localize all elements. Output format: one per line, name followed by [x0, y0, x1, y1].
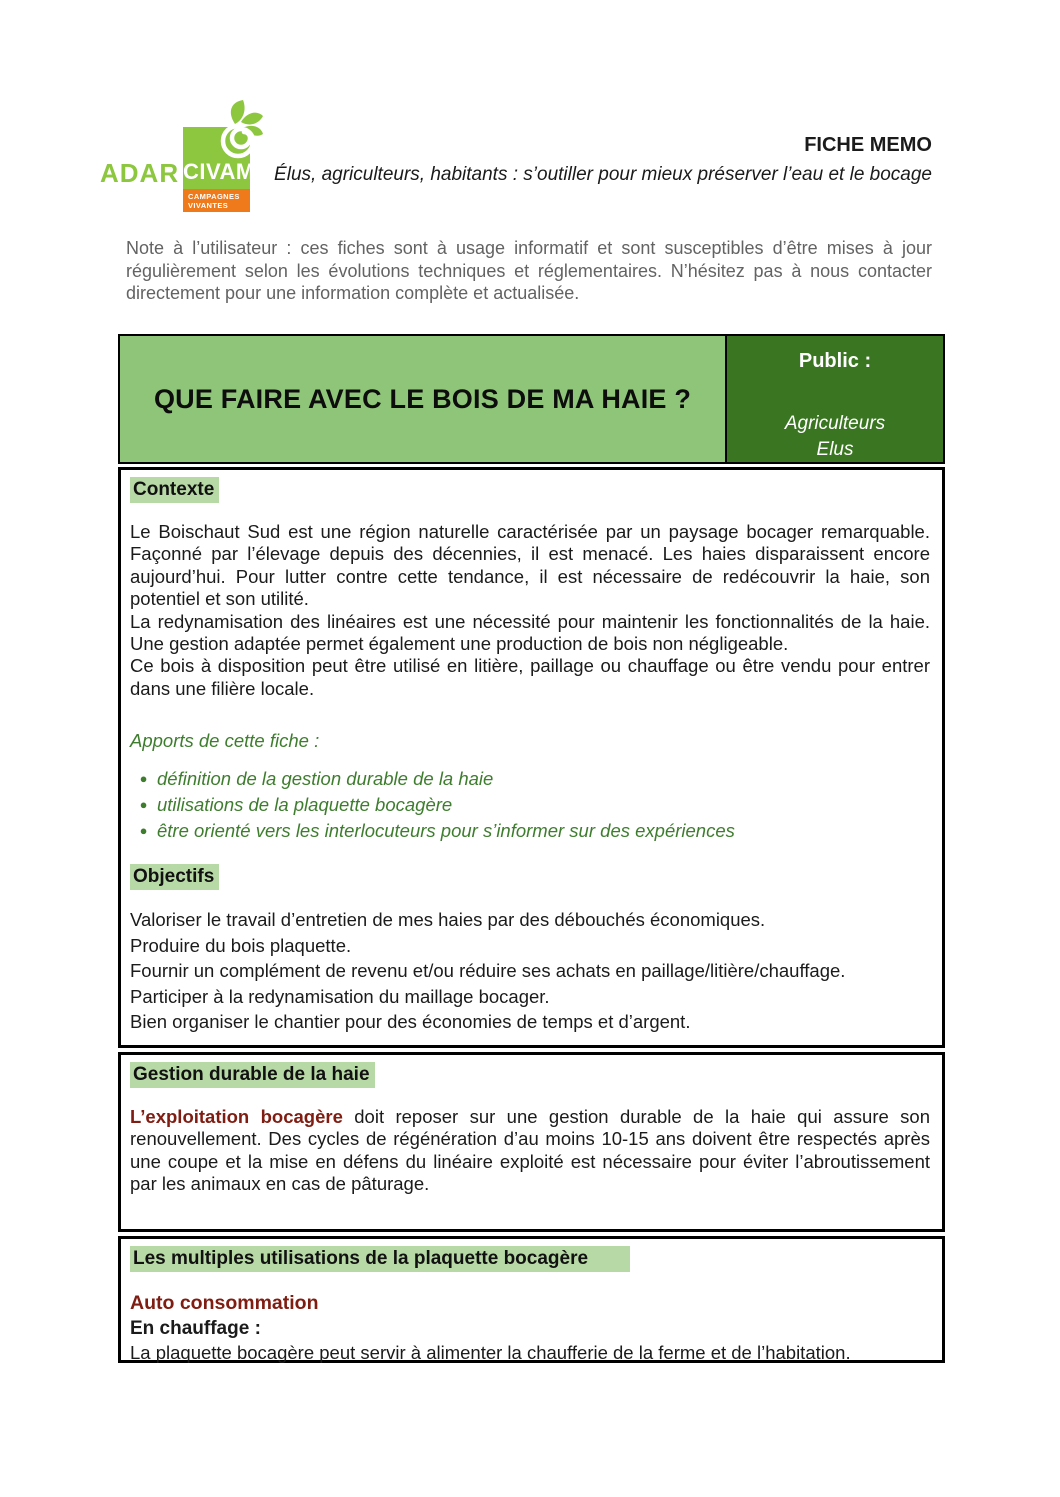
doc-type-label: FICHE MEMO: [804, 134, 932, 156]
public-label: Public :: [798, 350, 872, 372]
logo-tagline-line1: CAMPAGNES: [188, 192, 240, 201]
bullet-text: être orienté vers les interlocuteurs pour s’informer sur des expériences: [157, 820, 735, 842]
page-title: QUE FAIRE AVEC LE BOIS DE MA HAIE ?: [153, 383, 692, 414]
apports-bullet-list: [130, 766, 930, 844]
audience-item: Agriculteurs: [784, 413, 886, 434]
autoconsommation-subheading: Auto consommation: [130, 1292, 319, 1314]
objectif-line: Bien organiser le chantier pour des économies de temps et d’argent.: [130, 1011, 691, 1033]
list-item: [130, 792, 930, 818]
contexte-paragraph: Le Boischaut Sud est une région naturelle caractérisée par un paysage bocager remarquable. Façonné par l’élevage depuis des décennies, il est menacé. Les haies disparaissent encore aujourd’hui. Pour lutter contre cette tendance, il est nécessaire de redécouvrir la haie, son potentiel et son utilité.: [130, 521, 930, 610]
title-cell: [120, 336, 725, 462]
bullet-icon: ●: [139, 823, 148, 839]
section-box-utilisations: [118, 1236, 945, 1363]
bullet-icon: ●: [139, 771, 148, 787]
utilisations-body: La plaquette bocagère peut servir à alimenter la chaufferie de la ferme et de l’habitation.: [130, 1342, 851, 1363]
audience-item: Elus: [816, 439, 854, 460]
public-cell: [725, 336, 943, 462]
bullet-icon: ●: [139, 797, 148, 813]
list-item: [130, 818, 930, 844]
title-banner: [118, 334, 945, 464]
audience-list: [727, 411, 943, 463]
objectif-line: Participer à la redynamisation du maillage bocager.: [130, 985, 550, 1007]
logo-tagline-line2: VIVANTES: [188, 201, 229, 210]
objectifs-list: [130, 907, 930, 1035]
user-note: Note à l’utilisateur : ces fiches sont à usage informatif et sont susceptibles d’être mises à jour régulièrement selon les évolutions techniques et réglementaires. N’hésitez pas à nous contacter directement pour une information complète et actualisée.: [126, 238, 932, 303]
apports-intro: Apports de cette fiche :: [130, 730, 320, 752]
logo-adar-text: ADAR: [100, 158, 180, 188]
objectif-line: Produire du bois plaquette.: [130, 934, 352, 956]
objectifs-heading: Objectifs: [130, 864, 219, 890]
objectif-line: Valoriser le travail d’entretien de mes haies par des débouchés économiques.: [130, 909, 766, 931]
logo-civam-text: CIVAM: [183, 159, 255, 184]
bullet-text: définition de la gestion durable de la haie: [157, 768, 494, 790]
document-header: [232, 134, 932, 186]
gestion-heading: Gestion durable de la haie: [130, 1062, 375, 1088]
contexte-paragraph: La redynamisation des linéaires est une nécessité pour maintenir les fonctionnalités de la haie. Une gestion adaptée permet également une production de bois non négligeable.: [130, 610, 930, 655]
doc-subtitle: Élus, agriculteurs, habitants : s’outiller pour mieux préserver l’eau et le bocage: [274, 164, 932, 185]
utilisations-heading: Les multiples utilisations de la plaquette bocagère: [130, 1246, 630, 1272]
chauffage-subheading: En chauffage :: [130, 1318, 261, 1339]
contexte-paragraph: Ce bois à disposition peut être utilisé en litière, paillage ou chauffage ou être vendu pour entrer dans une filière locale.: [130, 655, 930, 699]
list-item: [130, 766, 930, 792]
section-box-gestion-durable: [118, 1052, 945, 1232]
section-box-contexte-objectifs: [118, 467, 945, 1048]
logo-tagline: [183, 189, 250, 212]
gestion-paragraph: [130, 1106, 930, 1196]
objectif-line: Fournir un complément de revenu et/ou réduire ses achats en paillage/litière/chauffage.: [130, 960, 846, 982]
gestion-body: doit reposer sur une gestion durable de la haie qui assure son renouvellement. Des cycles de régénération d’au moins 10-15 ans doivent être respectés après une coupe et la mise en défens du linéaire exploité est nécessaire pour éviter l’abroutissement par les animaux en cas de pâturage.: [130, 1106, 930, 1195]
contexte-heading: Contexte: [130, 477, 219, 503]
gestion-lead: L’exploitation bocagère: [130, 1106, 343, 1127]
bullet-text: utilisations de la plaquette bocagère: [157, 794, 453, 816]
